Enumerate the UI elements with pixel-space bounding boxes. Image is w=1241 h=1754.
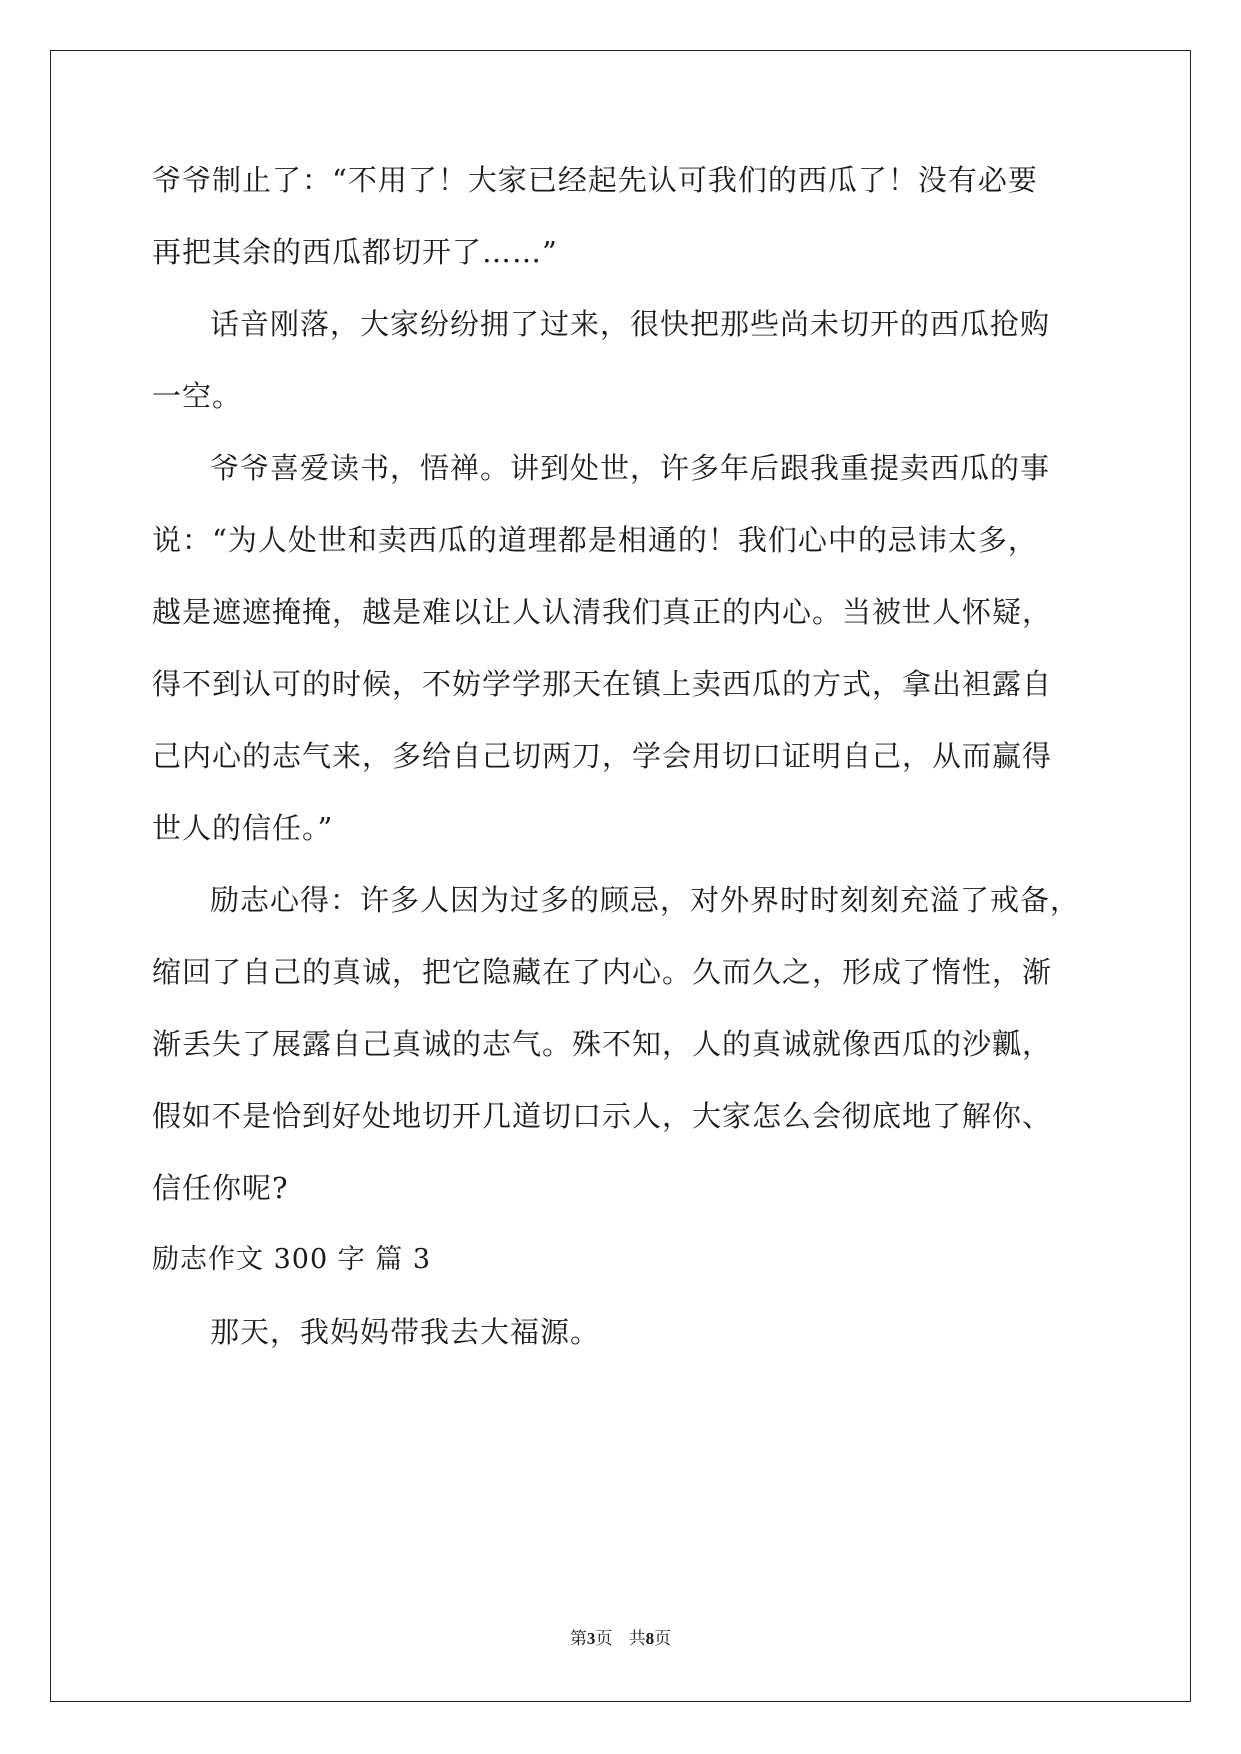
text-line: 世人的信任。” [152,811,334,845]
footer-suffix: 页 [654,1629,672,1649]
text-line: 越是遮遮掩掩，越是难以让人认清我们真正的内心。当被世人怀疑， [152,595,1053,629]
text-line: 再把其余的西瓜都切开了……” [152,235,558,269]
paragraph-start: 励志心得：许多人因为过多的顾忌，对外界时时刻刻充溢了戒备， [210,883,1081,917]
section-heading: 励志作文 300 字 篇 3 [152,1244,432,1275]
text-line: 信任你呢? [152,1171,289,1205]
paragraph-start: 爷爷喜爱读书，悟禅。讲到处世，许多年后跟我重提卖西瓜的事 [210,451,1051,485]
total-page-number: 8 [645,1629,655,1648]
footer-middle: 页 共 [595,1629,646,1649]
text-line: 说：“为人处世和卖西瓜的道理都是相通的！我们心中的忌讳太多， [152,523,1038,557]
paragraph-start: 那天，我妈妈带我去大福源。 [210,1315,601,1349]
footer-prefix: 第 [569,1629,587,1649]
text-line: 得不到认可的时候，不妨学学那天在镇上卖西瓜的方式，拿出袒露自 [152,667,1053,701]
text-line: 爷爷制止了：“不用了！大家已经起先认可我们的西瓜了！没有必要 [152,163,1038,197]
text-line: 一空。 [152,379,243,413]
page-footer [0,1628,1241,1650]
current-page-number: 3 [586,1629,596,1648]
text-line: 渐丢失了展露自己真诚的志气。殊不知，人的真诚就像西瓜的沙瓤， [152,1027,1053,1061]
text-line: 缩回了自己的真诚，把它隐藏在了内心。久而久之，形成了惰性，渐 [152,955,1053,989]
page-border [50,50,1191,1702]
paragraph-start: 话音刚落，大家纷纷拥了过来，很快把那些尚未切开的西瓜抢购 [210,307,1051,341]
text-line: 己内心的志气来，多给自己切两刀，学会用切口证明自己，从而赢得 [152,739,1053,773]
text-line: 假如不是恰到好处地切开几道切口示人，大家怎么会彻底地了解你、 [152,1099,1053,1133]
